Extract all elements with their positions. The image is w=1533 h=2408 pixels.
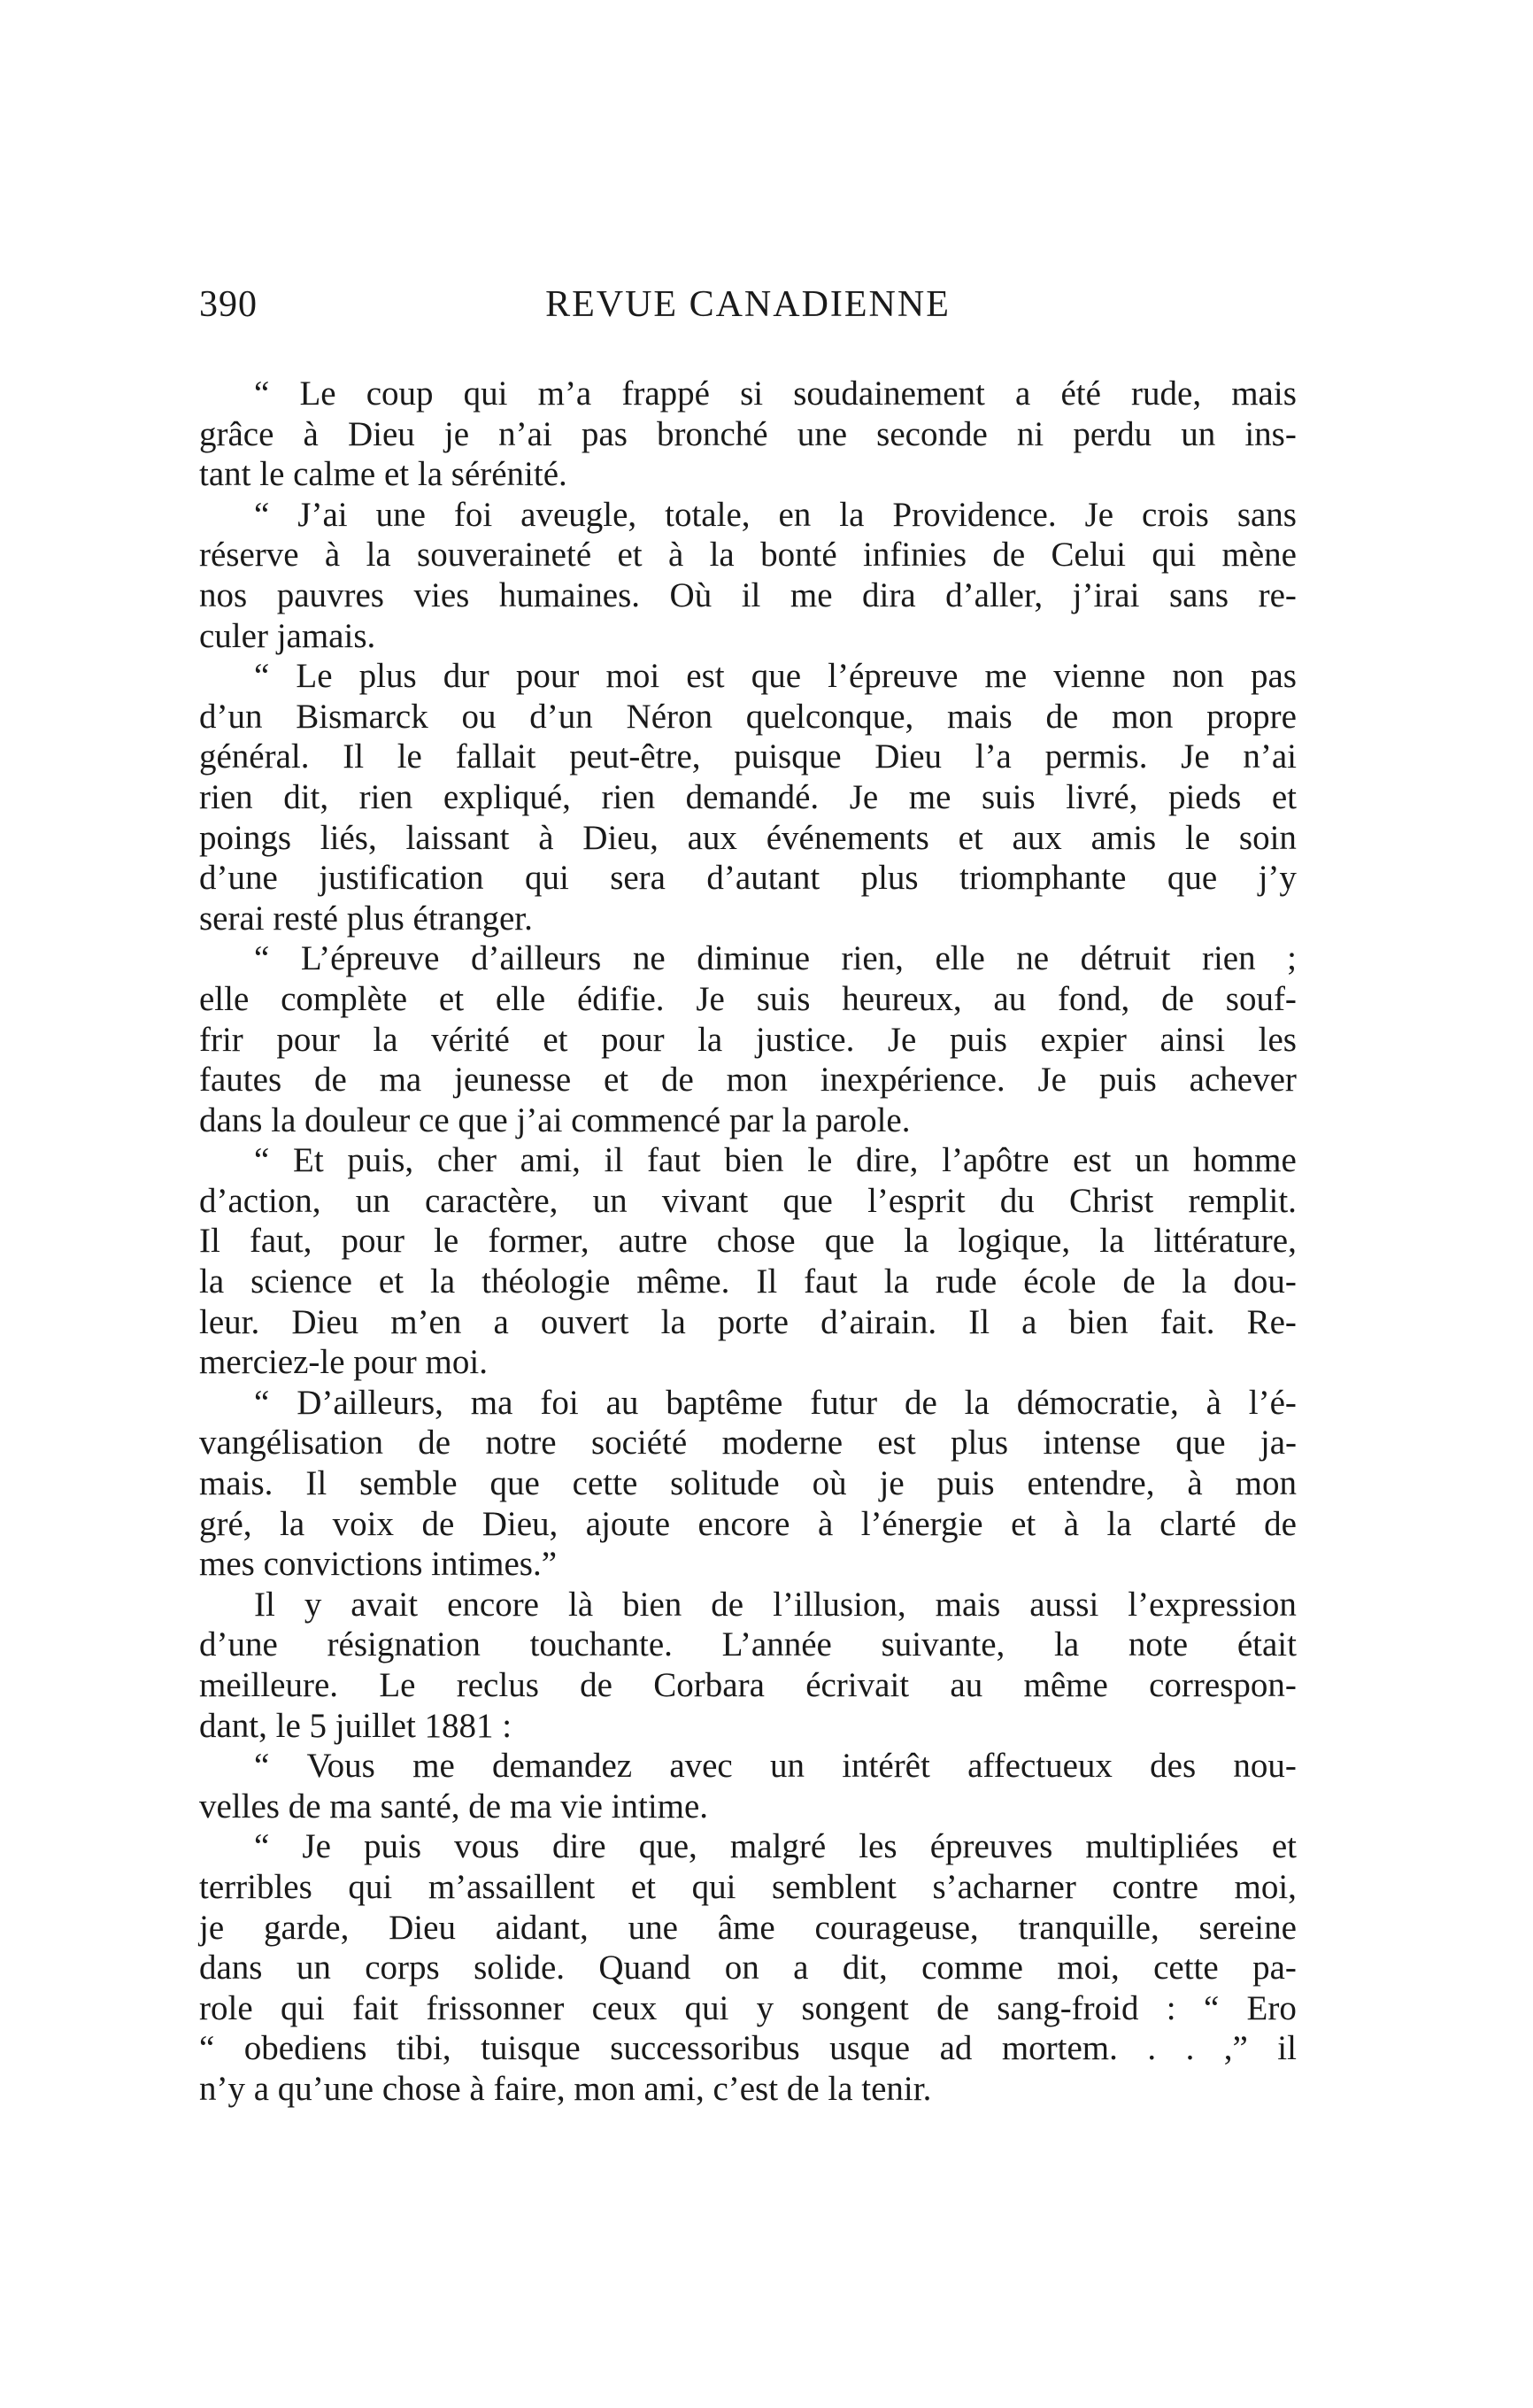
text-line: d’une résignation touchante. L’année suivante, la note était <box>199 1625 1297 1664</box>
text-line: mes convictions intimes.” <box>199 1545 558 1584</box>
text-line: “ obediens tibi, tuisque successoribus usque ad mortem. . . ,” il <box>199 2029 1297 2068</box>
text-line: “ Le plus dur pour moi est que l’épreuve me vienne non pas <box>254 657 1297 696</box>
paragraph <box>199 1746 1297 1826</box>
text-line: grâce à Dieu je n’ai pas bronché une seconde ni perdu un ins- <box>199 414 1297 453</box>
text-line: “ Le coup qui m’a frappé si soudainement a été rude, mais <box>254 374 1297 413</box>
text-line: réserve à la souveraineté et à la bonté infinies de Celui qui mène <box>199 536 1297 575</box>
page-number: 390 <box>199 284 258 325</box>
text-line: d’une justification qui sera d’autant plus triomphante que j’y <box>199 859 1297 898</box>
text-line: role qui fait frissonner ceux qui y songent de sang-froid : “ Ero <box>199 1988 1297 2027</box>
paragraph <box>199 1585 1297 1746</box>
text-line: elle complète et elle édifie. Je suis heureux, au fond, de souf- <box>199 979 1297 1018</box>
paragraph <box>199 938 1297 1140</box>
paragraph <box>199 495 1297 656</box>
text-line: “ Vous me demandez avec un intérêt affectueux des nou- <box>254 1747 1297 1786</box>
text-line: tant le calme et la sérénité. <box>199 455 567 494</box>
text-line: Il y avait encore là bien de l’illusion, mais aussi l’expression <box>254 1585 1297 1624</box>
text-line: “ L’épreuve d’ailleurs ne diminue rien, elle ne détruit rien ; <box>254 939 1297 978</box>
text-line: je garde, Dieu aidant, une âme courageuse, tranquille, sereine <box>199 1908 1297 1947</box>
text-line: la science et la théologie même. Il faut la rude école de la dou- <box>199 1262 1297 1301</box>
text-line: vangélisation de notre société moderne est plus intense que ja- <box>199 1424 1297 1463</box>
paragraph <box>199 1383 1297 1585</box>
body-text <box>199 374 1297 2110</box>
text-line: nos pauvres vies humaines. Où il me dira d’aller, j’irai sans re- <box>199 575 1297 614</box>
text-line: culer jamais. <box>199 616 376 655</box>
text-line: dant, le 5 juillet 1881 : <box>199 1706 512 1745</box>
text-line: dans un corps solide. Quand on a dit, comme moi, cette pa- <box>199 1949 1297 1987</box>
text-line: général. Il le fallait peut-être, puisque Dieu l’a permis. Je n’ai <box>199 737 1297 776</box>
text-line: leur. Dieu m’en a ouvert la porte d’airain. Il a bien fait. Re- <box>199 1302 1297 1341</box>
text-line: “ D’ailleurs, ma foi au baptême futur de la démocratie, à l’é- <box>254 1383 1297 1422</box>
text-line: d’action, un caractère, un vivant que l’esprit du Christ remplit. <box>199 1181 1297 1220</box>
paragraph <box>199 656 1297 938</box>
running-head <box>199 283 1297 336</box>
text-line: serai resté plus étranger. <box>199 899 533 938</box>
text-line: n’y a qu’une chose à faire, mon ami, c’est de la tenir. <box>199 2069 932 2108</box>
text-line: Il faut, pour le former, autre chose que la logique, la littérature, <box>199 1222 1297 1261</box>
paragraph <box>199 374 1297 495</box>
text-line: gré, la voix de Dieu, ajoute encore à l’énergie et à la clarté de <box>199 1504 1297 1543</box>
text-line: fautes de ma jeunesse et de mon inexpérience. Je puis achever <box>199 1061 1297 1100</box>
text-line: terribles qui m’assaillent et qui semblent s’acharner contre moi, <box>199 1867 1297 1906</box>
paragraph <box>199 1140 1297 1383</box>
text-line: meilleure. Le reclus de Corbara écrivait au même correspon- <box>199 1666 1297 1704</box>
text-line: “ Et puis, cher ami, il faut bien le dire, l’apôtre est un homme <box>254 1141 1297 1180</box>
text-line: mais. Il semble que cette solitude où je puis entendre, à mon <box>199 1464 1297 1503</box>
text-line: “ Je puis vous dire que, malgré les épreuves multipliées et <box>254 1827 1297 1866</box>
text-line: poings liés, laissant à Dieu, aux événements et aux amis le soin <box>199 818 1297 857</box>
text-line: merciez-le pour moi. <box>199 1343 488 1382</box>
text-line: rien dit, rien expliqué, rien demandé. Je me suis livré, pieds et <box>199 777 1297 816</box>
text-line: “ J’ai une foi aveugle, totale, en la Providence. Je crois sans <box>254 495 1297 534</box>
journal-title: REVUE CANADIENNE <box>545 284 951 325</box>
text-line: velles de ma santé, de ma vie intime. <box>199 1787 709 1825</box>
book-page <box>199 283 1297 2110</box>
paragraph <box>199 1826 1297 2109</box>
text-line: d’un Bismarck ou d’un Néron quelconque, mais de mon propre <box>199 697 1297 736</box>
text-line: frir pour la vérité et pour la justice. Je puis expier ainsi les <box>199 1020 1297 1059</box>
text-line: dans la douleur ce que j’ai commencé par la parole. <box>199 1100 911 1139</box>
